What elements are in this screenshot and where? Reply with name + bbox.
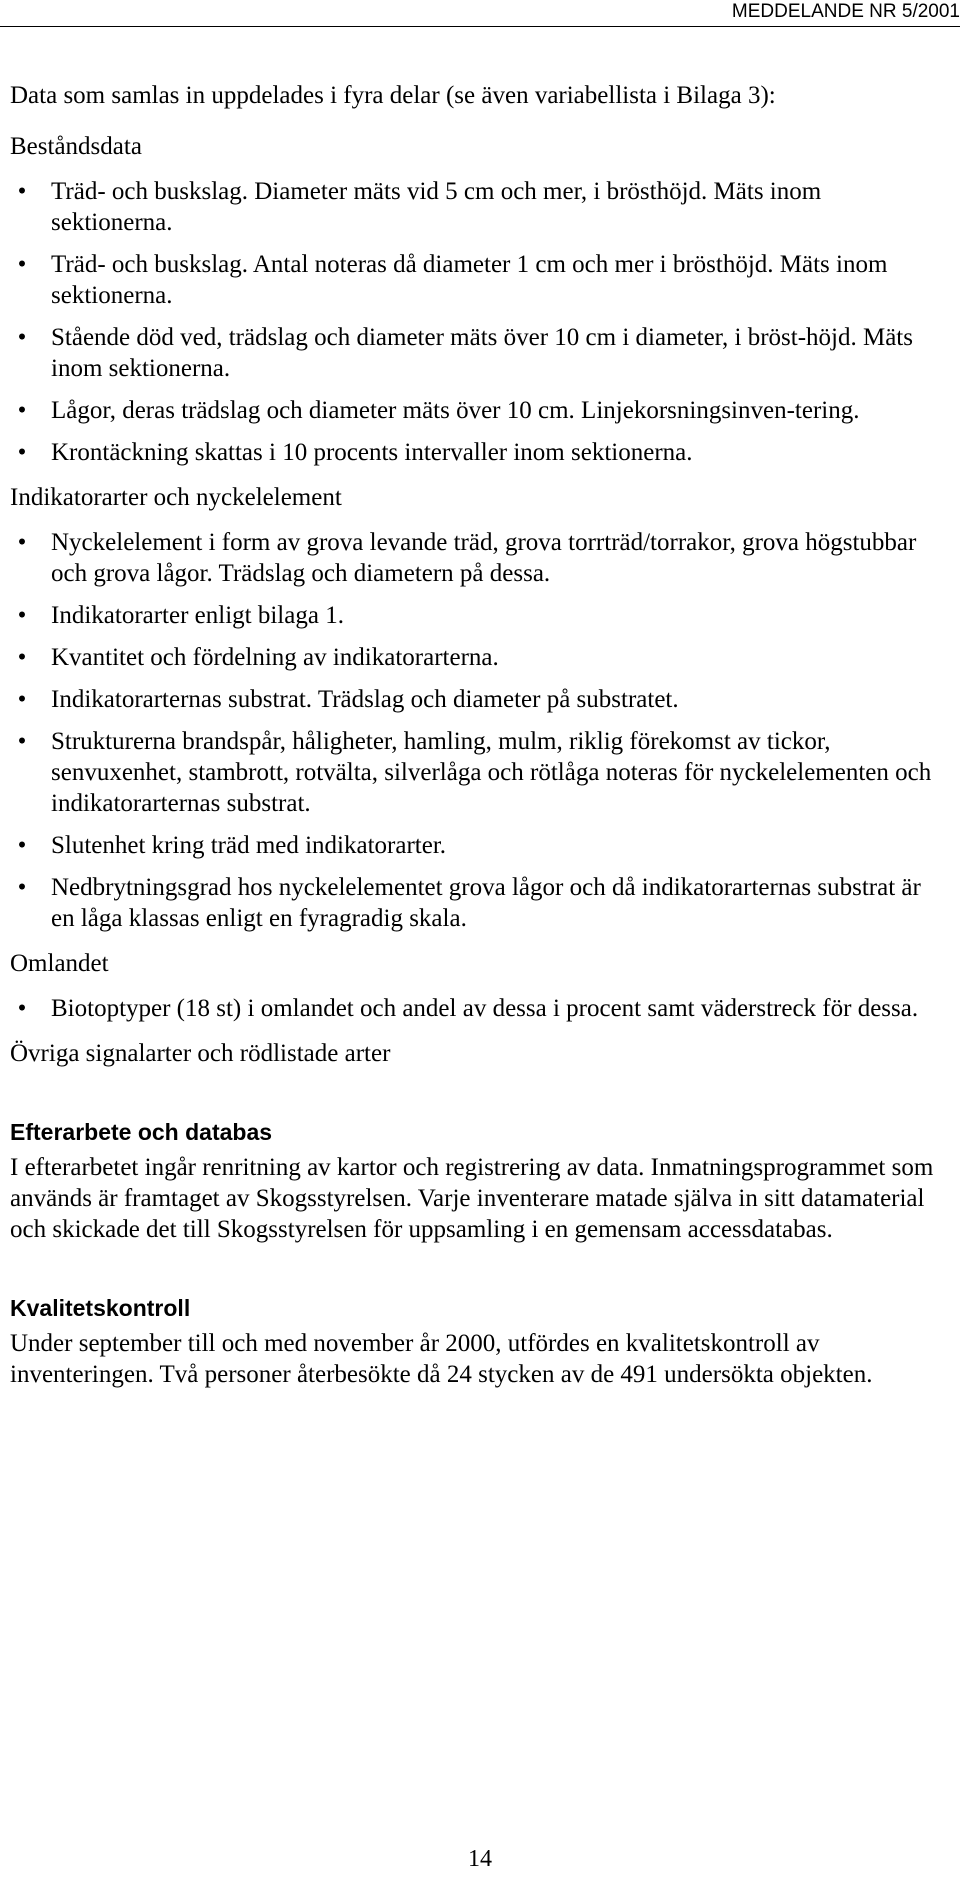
bullet-icon: • (17, 602, 27, 629)
bullet-icon: • (17, 178, 27, 205)
postprocessing-paragraph: I efterarbetet ingår renritning av kartor och registrering av data. Inmatningsprogrammet som används är framtaget av Skogsstyrelsen. Varje inventerare matade själva in sitt datamaterial och skickade det till Skogsstyrelsen för uppsamling i en gemensam accessdatabas. (10, 1154, 934, 1243)
list-item-text: Nedbrytningsgrad hos nyckelelementet grova lågor och då indikatorarternas substrat är en låga klassas enligt en fyragradig skala. (51, 874, 921, 932)
page-number: 14 (468, 1846, 492, 1872)
list-item (10, 872, 945, 934)
bullet-icon: • (17, 397, 27, 424)
list-item (10, 642, 945, 673)
list-item (10, 176, 945, 238)
bullet-icon: • (17, 439, 27, 466)
list-item (10, 993, 945, 1024)
list-item (10, 395, 945, 426)
list-item (10, 527, 945, 589)
section-label-surroundings: Omlandet (10, 950, 109, 977)
list-item-text: Krontäckning skattas i 10 procents intervaller inom sektionerna. (51, 439, 693, 466)
list-item-text: Kvantitet och fördelning av indikatorarterna. (51, 644, 499, 671)
bullet-icon: • (17, 529, 27, 556)
list-item-text: Träd- och buskslag. Diameter mäts vid 5 cm och mer, i brösthöjd. Mäts inom sektionerna. (51, 178, 822, 236)
list-item (10, 437, 945, 468)
quality-paragraph: Under september till och med november år 2000, utfördes en kvalitetskontroll av inventeringen. Två personer återbesökte då 24 stycken av de 491 undersökta objekten. (10, 1330, 873, 1388)
list-item-text: Lågor, deras trädslag och diameter mäts över 10 cm. Linjekorsningsinven-tering. (51, 397, 860, 424)
list-item (10, 830, 945, 861)
section-label-indicators: Indikatorarter och nyckelelement (10, 484, 342, 511)
surroundings-list (10, 993, 945, 1024)
list-item-text: Träd- och buskslag. Antal noteras då diameter 1 cm och mer i brösthöjd. Mäts inom sektionerna. (51, 251, 888, 309)
heading-quality-control: Kvalitetskontroll (10, 1295, 191, 1321)
list-item-text: Biotoptyper (18 st) i omlandet och andel av dessa i procent samt väderstreck för dessa. (51, 995, 919, 1022)
bullet-icon: • (17, 251, 27, 278)
standdata-list (10, 176, 945, 468)
list-item-text: Stående död ved, trädslag och diameter mäts över 10 cm i diameter, i bröst-höjd. Mäts inom sektionerna. (51, 324, 913, 382)
bullet-icon: • (17, 995, 27, 1022)
list-item-text: Indikatorarternas substrat. Trädslag och diameter på substratet. (51, 686, 679, 713)
list-item-text: Nyckelelement i form av grova levande träd, grova torrträd/torrakor, grova högstubbar och grova lågor. Trädslag och diametern på dessa. (51, 529, 917, 587)
list-item-text: Strukturerna brandspår, håligheter, hamling, mulm, riklig förekomst av tickor, senvuxenhet, stambrott, rotvälta, silverlåga och rötlåga noteras för nyckelelementen och indikatorarternas substrat. (51, 728, 932, 817)
indicators-list (10, 527, 945, 934)
bullet-icon: • (17, 686, 27, 713)
bullet-icon: • (17, 874, 27, 901)
bullet-icon: • (17, 324, 27, 351)
section-label-other-species: Övriga signalarter och rödlistade arter (10, 1040, 391, 1067)
list-item-text: Indikatorarter enligt bilaga 1. (51, 602, 344, 629)
list-item (10, 249, 945, 311)
page-content (10, 80, 945, 1390)
list-item-text: Slutenhet kring träd med indikatorarter. (51, 832, 447, 859)
intro-text: Data som samlas in uppdelades i fyra delar (se även variabellista i Bilaga 3): (10, 82, 776, 109)
list-item (10, 600, 945, 631)
list-item (10, 684, 945, 715)
header-rule (0, 26, 960, 27)
heading-postprocessing: Efterarbete och databas (10, 1119, 273, 1145)
bullet-icon: • (17, 728, 27, 755)
list-item (10, 726, 945, 819)
section-label-standdata: Beståndsdata (10, 133, 142, 160)
list-item (10, 322, 945, 384)
bullet-icon: • (17, 644, 27, 671)
page-header: MEDDELANDE NR 5/2001 (731, 1, 960, 22)
bullet-icon: • (17, 832, 27, 859)
